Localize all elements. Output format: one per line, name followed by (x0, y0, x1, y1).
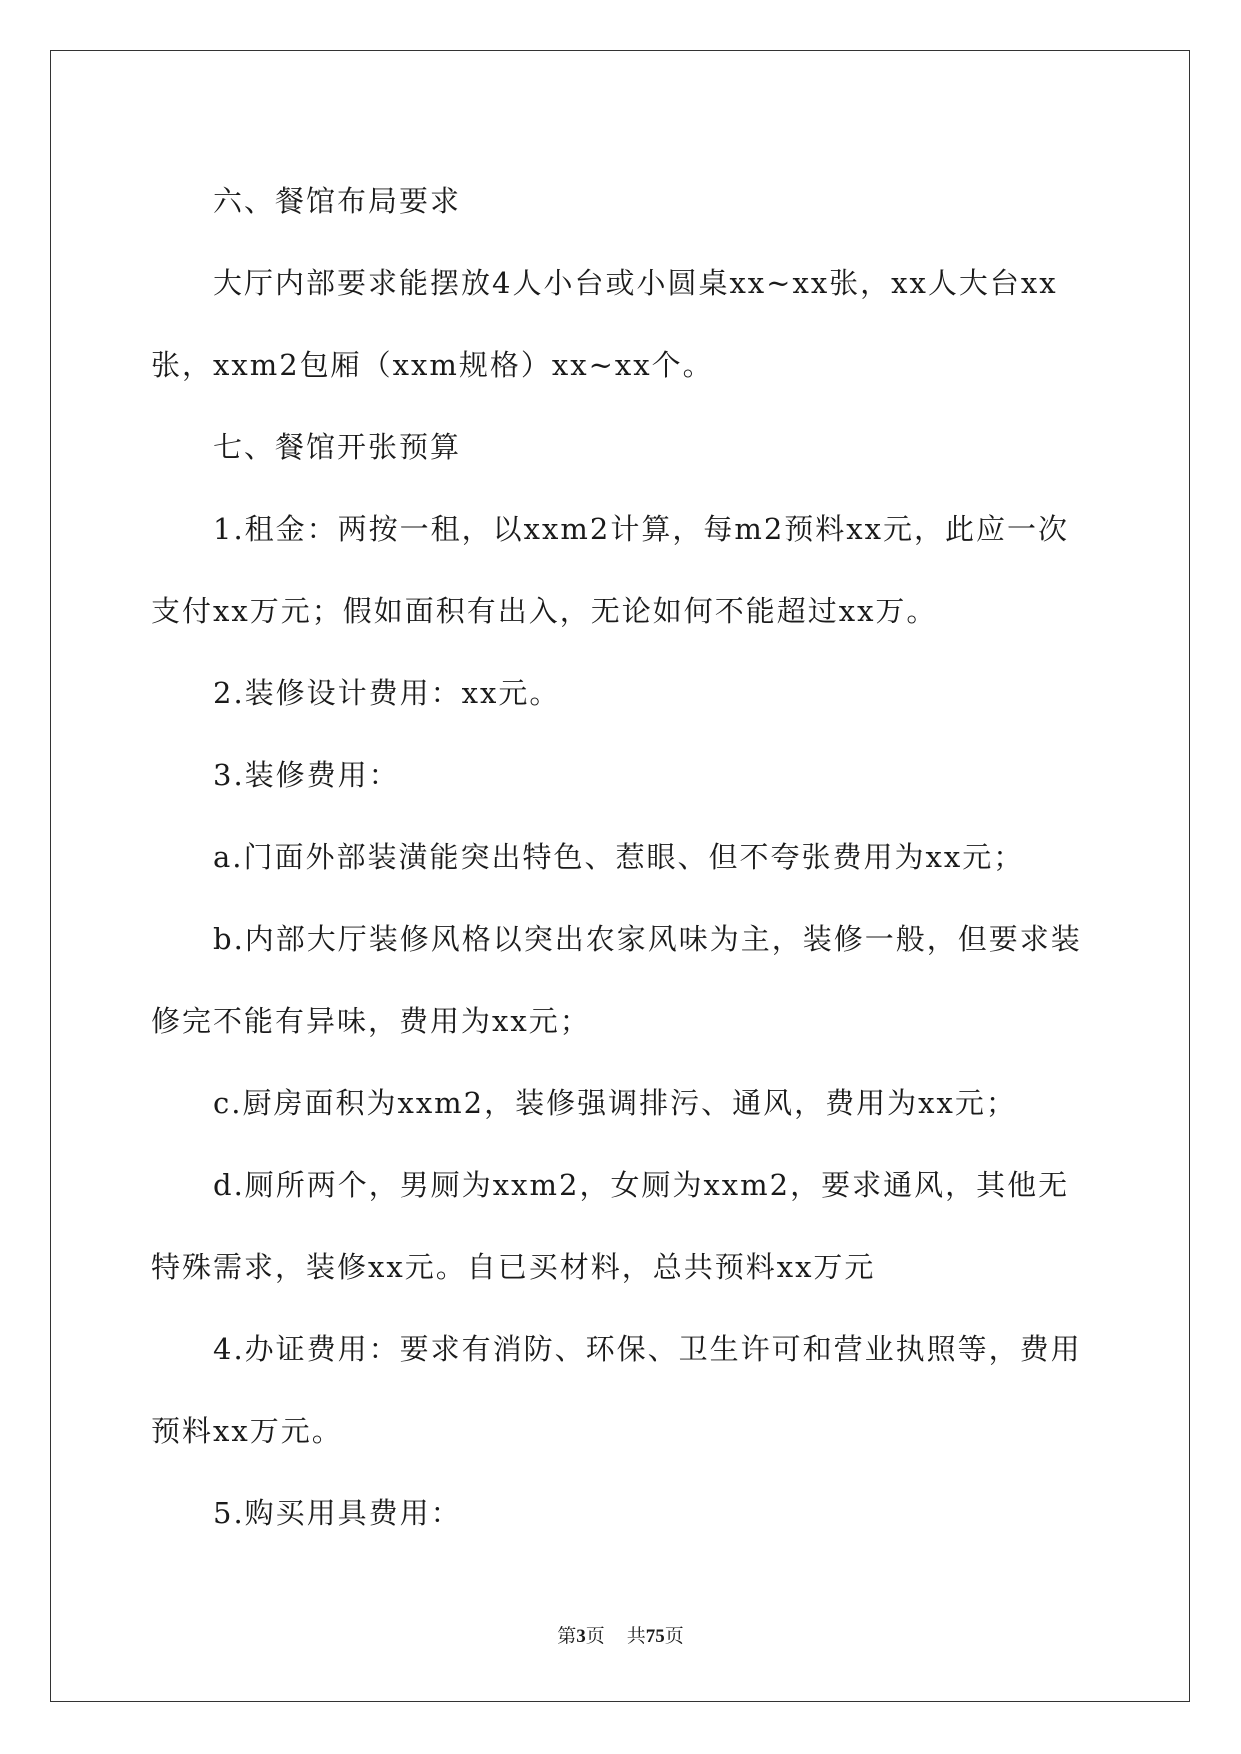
footer-total-prefix: 共 (626, 1625, 646, 1647)
document-body (151, 160, 1091, 1554)
paragraph-rent: 1.租金：两按一租，以xxm2计算，每m2预料xx元，此应一次支付xx万元；假如面积有出入，无论如何不能超过xx万。 (151, 512, 1069, 628)
paragraph-item-a: a.门面外部装潢能突出特色、惹眼、但不夸张费用为xx元； (213, 840, 1025, 874)
page-footer (0, 1621, 1241, 1648)
paragraph-renovation-fee: 3.装修费用： (213, 758, 400, 792)
footer-page-suffix: 页 (585, 1625, 605, 1647)
section-heading-budget: 七、餐馆开张预算 (213, 430, 462, 464)
paragraph-hall-requirements: 大厅内部要求能摆放4人小台或小圆桌xx~xx张，xx人大台xx张，xxm2包厢（xxm规格）xx~xx个。 (151, 266, 1058, 382)
footer-total-pages: 75 (645, 1626, 665, 1647)
paragraph-license-fee: 4.办证费用：要求有消防、环保、卫生许可和营业执照等，费用预料xx万元。 (151, 1332, 1082, 1448)
paragraph-design-fee: 2.装修设计费用：xx元。 (213, 676, 561, 710)
paragraph-item-c: c.厨房面积为xxm2，装修强调排污、通风，费用为xx元； (213, 1086, 1017, 1120)
footer-page-prefix: 第 (557, 1625, 577, 1647)
footer-total-suffix: 页 (664, 1625, 684, 1647)
paragraph-equipment-fee: 5.购买用具费用： (213, 1496, 462, 1530)
section-heading-layout: 六、餐馆布局要求 (213, 184, 462, 218)
paragraph-item-d: d.厕所两个，男厕为xxm2，女厕为xxm2，要求通风，其他无特殊需求，装修xx元。自已买材料，总共预料xx万元 (151, 1168, 1070, 1284)
paragraph-item-b: b.内部大厅装修风格以突出农家风味为主，装修一般，但要求装修完不能有异味，费用为xx元； (151, 922, 1082, 1038)
footer-page-number: 3 (576, 1626, 586, 1647)
